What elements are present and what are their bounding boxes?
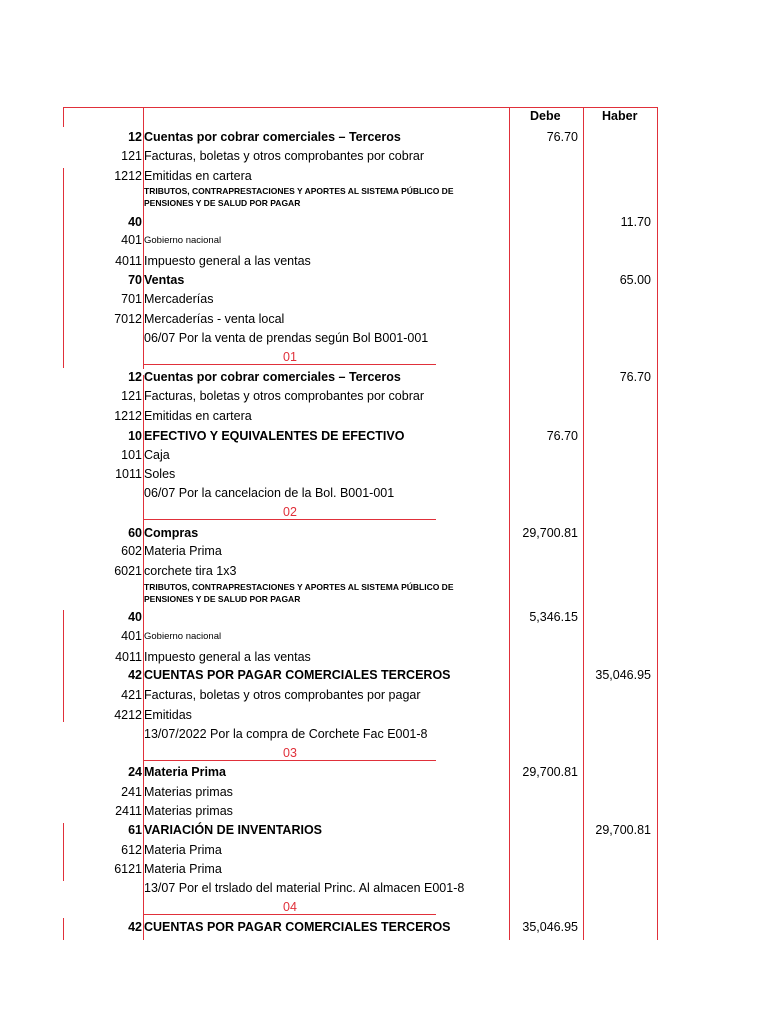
account-description: Impuesto general a las ventas xyxy=(144,650,311,664)
entry-number: 04 xyxy=(144,898,436,917)
ledger-row xyxy=(0,706,768,725)
ledger-row xyxy=(0,128,768,147)
account-description: Impuesto general a las ventas xyxy=(144,254,311,268)
account-description: TRIBUTOS, CONTRAPRESTACIONES Y APORTES AL SISTEMA PÚBLICO DE PENSIONES Y DE SALUD POR PAGAR xyxy=(144,582,454,604)
account-description: 13/07/2022 Por la compra de Corchete Fac E001-8 xyxy=(144,727,428,741)
entry-number: 01 xyxy=(144,348,436,367)
left-border-line xyxy=(63,107,64,127)
ledger-row xyxy=(0,627,768,646)
debe-amount: 35,046.95 xyxy=(522,920,578,934)
debe-header: Debe xyxy=(530,109,561,123)
account-code: 24 xyxy=(128,765,142,779)
entry-separator xyxy=(0,348,768,367)
entry-separator xyxy=(0,503,768,522)
account-code: 2411 xyxy=(115,804,142,818)
ledger-row xyxy=(0,185,768,208)
account-code: 12 xyxy=(128,130,142,144)
ledger-row xyxy=(0,608,768,627)
ledger-row xyxy=(0,562,768,581)
account-description: Gobierno nacional xyxy=(144,631,222,642)
account-code: 121 xyxy=(121,149,142,163)
account-description: Emitidas xyxy=(144,708,192,722)
ledger-row xyxy=(0,427,768,446)
account-description: Materia Prima xyxy=(144,843,222,857)
debe-amount: 5,346.15 xyxy=(529,610,578,624)
account-description: EFECTIVO Y EQUIVALENTES DE EFECTIVO xyxy=(144,429,405,443)
account-description: Materias primas xyxy=(144,785,233,799)
ledger-row xyxy=(0,290,768,309)
account-description: CUENTAS POR PAGAR COMERCIALES TERCEROS xyxy=(144,668,451,682)
account-code: 6021 xyxy=(114,564,142,578)
account-code: 10 xyxy=(128,429,142,443)
ledger-row xyxy=(0,763,768,782)
ledger-row xyxy=(0,918,768,937)
entry-number: 03 xyxy=(144,744,436,763)
account-description: TRIBUTOS, CONTRAPRESTACIONES Y APORTES AL SISTEMA PÚBLICO DE PENSIONES Y DE SALUD POR PAGAR xyxy=(144,186,454,208)
haber-amount: 11.70 xyxy=(620,215,651,229)
account-code: 6121 xyxy=(114,862,142,876)
ledger-row xyxy=(0,666,768,685)
account-description: Mercaderías - venta local xyxy=(144,312,285,326)
ledger-row xyxy=(0,213,768,232)
account-description: Caja xyxy=(144,448,170,462)
account-code: 40 xyxy=(128,610,142,624)
ledger-row xyxy=(0,310,768,329)
account-code: 1212 xyxy=(114,169,142,183)
haber-amount: 35,046.95 xyxy=(595,668,651,682)
account-description: Materias primas xyxy=(144,804,233,818)
account-description: 06/07 Por la cancelacion de la Bol. B001-001 xyxy=(144,486,395,500)
debe-amount: 29,700.81 xyxy=(522,765,578,779)
ledger-row xyxy=(0,581,768,604)
ledger-row xyxy=(0,841,768,860)
debe-amount: 29,700.81 xyxy=(522,526,578,540)
ledger-row xyxy=(0,271,768,290)
account-code: 7012 xyxy=(114,312,142,326)
ledger-row xyxy=(0,879,768,898)
account-code: 1011 xyxy=(115,467,142,481)
account-description: Mercaderías xyxy=(144,292,214,306)
account-description: Materia Prima xyxy=(144,765,226,779)
ledger-row xyxy=(0,252,768,271)
account-code: 241 xyxy=(121,785,142,799)
ledger-row xyxy=(0,407,768,426)
haber-amount: 29,700.81 xyxy=(595,823,651,837)
account-description: 06/07 Por la venta de prendas según Bol B001-001 xyxy=(144,331,429,345)
account-code: 42 xyxy=(128,920,142,934)
account-code: 12 xyxy=(128,370,142,384)
account-code: 602 xyxy=(121,544,142,558)
account-description: Ventas xyxy=(144,273,185,287)
entry-number: 02 xyxy=(144,503,436,522)
ledger-row xyxy=(0,446,768,465)
account-description: corchete tira 1x3 xyxy=(144,564,237,578)
account-code: 101 xyxy=(121,448,142,462)
account-description: VARIACIÓN DE INVENTARIOS xyxy=(144,823,323,837)
account-code: 4011 xyxy=(115,254,142,268)
debe-amount: 76.70 xyxy=(546,429,578,443)
account-description: CUENTAS POR PAGAR COMERCIALES TERCEROS xyxy=(144,920,451,934)
account-code: 40 xyxy=(128,215,142,229)
ledger-row xyxy=(0,167,768,186)
account-code: 61 xyxy=(128,823,142,837)
ledger-row xyxy=(0,802,768,821)
account-description: 13/07 Por el trslado del material Princ. Al almacen E001-8 xyxy=(144,881,465,895)
ledger-row xyxy=(0,725,768,744)
ledger-row xyxy=(0,542,768,561)
haber-amount: 65.00 xyxy=(619,273,651,287)
account-description: Emitidas en cartera xyxy=(144,169,252,183)
haber-amount: 76.70 xyxy=(619,370,651,384)
account-code: 4011 xyxy=(115,650,142,664)
ledger-row xyxy=(0,484,768,503)
ledger-row xyxy=(0,387,768,406)
ledger-row xyxy=(0,860,768,879)
account-description: Gobierno nacional xyxy=(144,235,222,246)
account-code: 121 xyxy=(121,389,142,403)
account-code: 60 xyxy=(128,526,142,540)
ledger-row xyxy=(0,147,768,166)
ledger-row xyxy=(0,231,768,250)
account-description: Facturas, boletas y otros comprobantes por cobrar xyxy=(144,389,424,403)
account-code: 401 xyxy=(121,233,142,247)
account-description: Materia Prima xyxy=(144,544,222,558)
ledger-row xyxy=(0,686,768,705)
account-description: Facturas, boletas y otros comprobantes por pagar xyxy=(144,688,421,702)
entry-separator xyxy=(0,898,768,917)
entry-separator xyxy=(0,744,768,763)
account-code: 701 xyxy=(121,292,142,306)
account-description: Compras xyxy=(144,526,199,540)
ledger-row xyxy=(0,465,768,484)
ledger-row xyxy=(0,368,768,387)
account-description: Cuentas por cobrar comerciales – Terceros xyxy=(144,130,401,144)
account-code: 4212 xyxy=(114,708,142,722)
account-description: Cuentas por cobrar comerciales – Terceros xyxy=(144,370,401,384)
top-border-line xyxy=(63,107,657,108)
ledger-row xyxy=(0,524,768,543)
ledger-row xyxy=(0,648,768,667)
account-code: 70 xyxy=(128,273,142,287)
account-code: 612 xyxy=(121,843,142,857)
account-code: 401 xyxy=(121,629,142,643)
debe-amount: 76.70 xyxy=(546,130,578,144)
haber-header: Haber xyxy=(602,109,638,123)
ledger-row xyxy=(0,783,768,802)
account-description: Soles xyxy=(144,467,176,481)
account-code: 42 xyxy=(128,668,142,682)
ledger-row xyxy=(0,821,768,840)
account-description: Facturas, boletas y otros comprobantes por cobrar xyxy=(144,149,424,163)
ledger-row xyxy=(0,329,768,348)
account-description: Materia Prima xyxy=(144,862,222,876)
account-code: 1212 xyxy=(114,409,142,423)
account-description: Emitidas en cartera xyxy=(144,409,252,423)
account-code: 421 xyxy=(121,688,142,702)
